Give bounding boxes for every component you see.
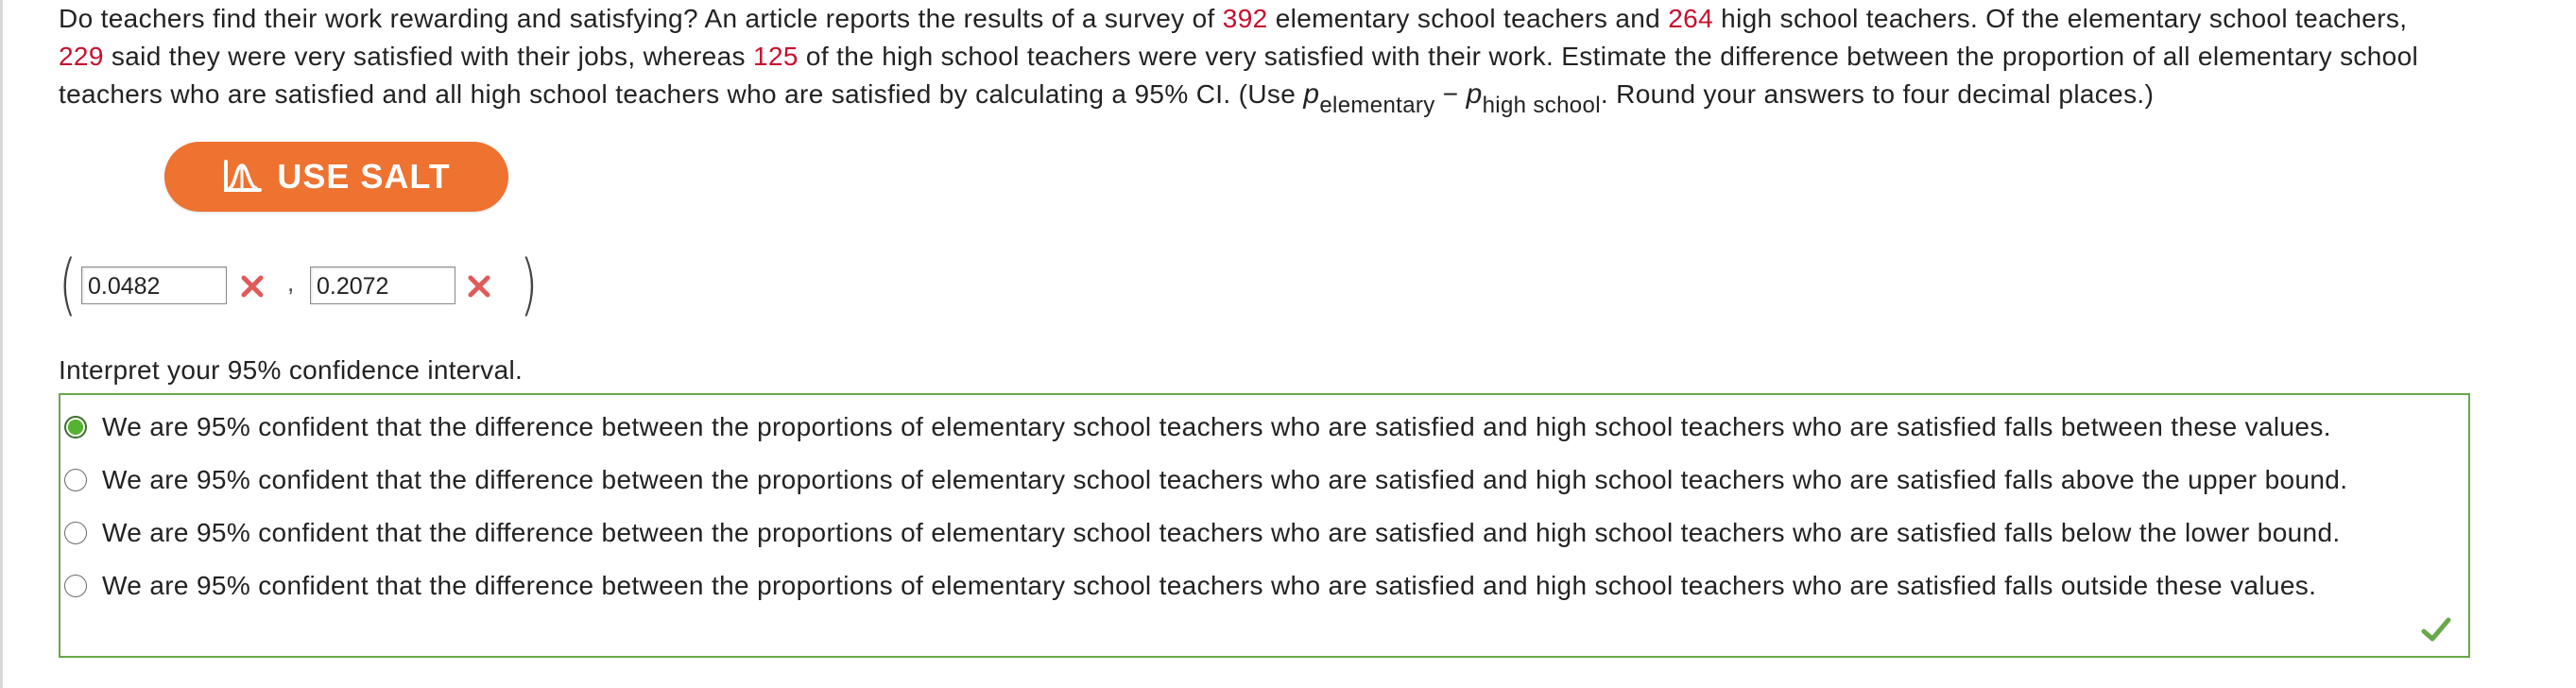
lower-bound-input[interactable]: 0.0482: [81, 267, 227, 304]
question-text-part: Do teachers find their work rewarding and satisfying? An article reports the results of a survey of: [59, 4, 1223, 33]
choice-above[interactable]: [64, 461, 2347, 499]
question-text-part: of the high school teachers were very satisfied with their work. Estimate the difference between the proportion of all elementary school: [798, 42, 2419, 71]
x-icon: [465, 272, 493, 301]
choice-below[interactable]: [64, 514, 2341, 552]
interval-separator: ,: [287, 268, 295, 297]
proportion-symbol: p: [1303, 78, 1320, 110]
use-salt-label: USE SALT: [277, 157, 451, 196]
question-text-part: elementary school teachers and: [1267, 4, 1669, 33]
question-text-part: . Round your answers to four decimal places.): [1600, 79, 2155, 109]
confidence-interval: [59, 246, 626, 323]
interpretation-choices: [59, 393, 2470, 658]
radio-button[interactable]: [64, 522, 87, 544]
proportion-symbol: p: [1466, 78, 1483, 110]
choice-outside[interactable]: [64, 567, 2316, 605]
high-school-sample-size: 264: [1668, 4, 1714, 33]
proportion-subscript-elementary: elementary: [1319, 93, 1435, 118]
question-text-part: teachers who are satisfied and all high school teachers who are satisfied by calculating a 95% CI. (Use: [59, 79, 1304, 109]
elementary-satisfied-count: 229: [59, 42, 104, 71]
choice-label: We are 95% confident that the difference between the proportions of elementary school teachers who are satisfied and high school teachers who are satisfied falls between these values.: [102, 412, 2331, 441]
choice-label: We are 95% confident that the difference between the proportions of elementary school teachers who are satisfied and high school teachers who are satisfied falls outside these values.: [102, 571, 2317, 600]
proportion-subscript-high-school: high school: [1482, 93, 1601, 118]
radio-button[interactable]: [64, 575, 87, 597]
x-icon: [238, 272, 266, 301]
salt-curve-icon: [222, 158, 264, 196]
question-text: [59, 0, 2563, 118]
question-text-part: said they were very satisfied with their jobs, whereas: [103, 42, 754, 71]
choice-label: We are 95% confident that the difference between the proportions of elementary school teachers who are satisfied and high school teachers who are satisfied falls above the upper bound.: [102, 465, 2348, 494]
left-border: [0, 0, 3, 688]
use-salt-button[interactable]: [164, 142, 508, 212]
choice-between[interactable]: [64, 408, 2331, 446]
radio-button-selected[interactable]: [64, 416, 87, 439]
radio-button[interactable]: [64, 469, 87, 491]
check-icon: [2421, 616, 2451, 643]
interpret-prompt: Interpret your 95% confidence interval.: [59, 355, 524, 385]
high-school-satisfied-count: 125: [753, 42, 799, 71]
upper-bound-input[interactable]: 0.2072: [310, 267, 455, 304]
question-text-part: high school teachers. Of the elementary school teachers,: [1713, 4, 2408, 33]
close-parenthesis: ): [520, 246, 539, 323]
elementary-sample-size: 392: [1222, 4, 1268, 33]
question-panel: [59, 0, 2563, 600]
minus-sign: −: [1434, 79, 1467, 109]
choice-label: We are 95% confident that the difference between the proportions of elementary school teachers who are satisfied and high school teachers who are satisfied falls below the lower bound.: [102, 518, 2341, 547]
open-parenthesis: (: [59, 246, 77, 323]
